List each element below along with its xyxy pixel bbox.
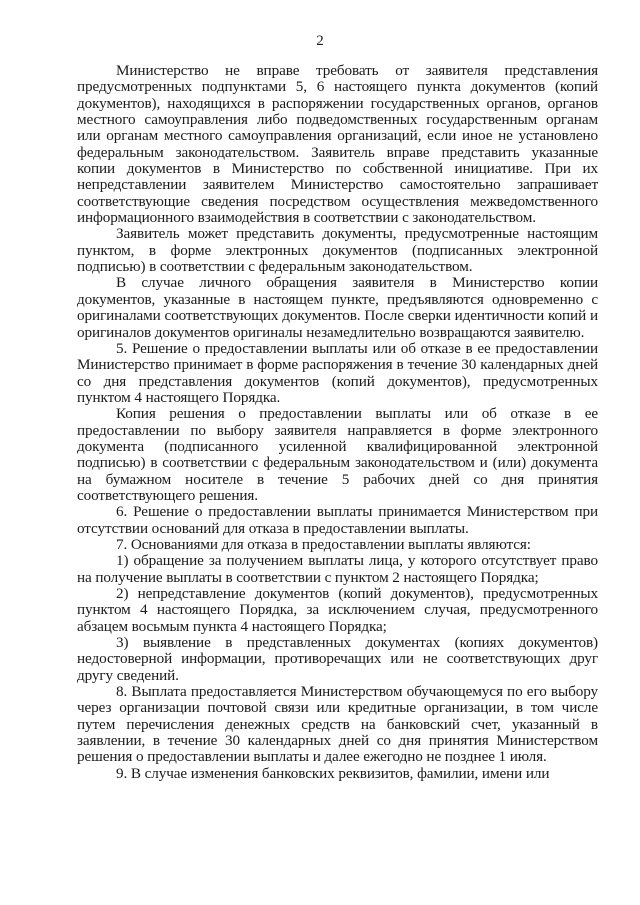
paragraph-item-5: 5. Решение о предоставлении выплаты или об отказе в ее предоставлении Министерство принимает в форме распоряжения в течение 30 календарных дней со дня представления документов (копий документов), предусмотренных пунктом 4 настоящего Порядка. (77, 339, 598, 406)
document-body (77, 63, 598, 782)
paragraph-ministry-no-right-to-demand: Министерство не вправе требовать от заявителя представления предусмотренных подпунктами 5, 6 настоящего пункта документов (копий документов), находящихся в распоряжении государственных органов, органов местного самоуправления либо подведомственных государственным органам или органам местного самоуправления организаций, если иное не установлено федеральным законодательством. Заявитель вправе представить указанные копии документов в Министерство по собственной инициативе. При их непредставлении заявителем Министерство самостоятельно запрашивает соответствующие сведения посредством осуществления межведомственного информационного взаимодействия в соответствии с законодательством. (77, 62, 598, 227)
paragraph-item-8: 8. Выплата предоставляется Министерством обучающемуся по его выбору через организации почтовой связи или кредитные организации, в том числе путем перечисления денежных средств на банковский счет, указанный в заявлении, в течение 30 календарных дней со дня принятия Министерством решения о предоставлении выплаты и далее ежегодно не позднее 1 июля. (77, 683, 598, 766)
paragraph-electronic-documents: Заявитель может представить документы, предусмотренные настоящим пунктом, в форме электронных документов (подписанных электронной подписью) в соответствии с федеральным законодательством. (77, 225, 598, 276)
paragraph-item-9: 9. В случае изменения банковских реквизитов, фамилии, имени или (116, 764, 550, 782)
paragraph-item-7: 7. Основаниями для отказа в предоставлении выплаты являются: (116, 535, 531, 553)
paragraph-item-7-sub-3: 3) выявление в представленных документах (копиях документов) недостоверной информации, противоречащих или не соответствующих друг другу сведений. (77, 634, 598, 684)
paragraph-decision-copy: Копия решения о предоставлении выплаты или об отказе в ее предоставлении по выбору заявителя направляется в форме электронного документа (подписанного усиленной квалифицированной электронной подписью) в соответствии с федеральным законодательством и (или) документа на бумажном носителе в течение 5 рабочих дней со дня принятия соответствующего решения. (77, 405, 598, 504)
page-number: 2 (316, 33, 324, 49)
paragraph-item-6: 6. Решение о предоставлении выплаты принимается Министерством при отсутствии оснований для отказа в предоставлении выплаты. (77, 503, 598, 537)
paragraph-item-7-sub-1: 1) обращение за получением выплаты лица, у которого отсутствует право на получение выплаты в соответствии с пунктом 2 настоящего Порядка; (77, 552, 598, 586)
paragraph-item-7-sub-2: 2) непредставление документов (копий документов), предусмотренных пунктом 4 настоящего Порядка, за исключением случая, предусмотренного абзацем восьмым пункта 4 настоящего Порядка; (77, 585, 598, 635)
paragraph-personal-appeal: В случае личного обращения заявителя в Министерство копии документов, указанные в настоящем пункте, предъявляются одновременно с оригиналами соответствующих документов. После сверки идентичности копий и оригиналов документов оригиналы незамедлительно возвращаются заявителю. (77, 274, 598, 341)
